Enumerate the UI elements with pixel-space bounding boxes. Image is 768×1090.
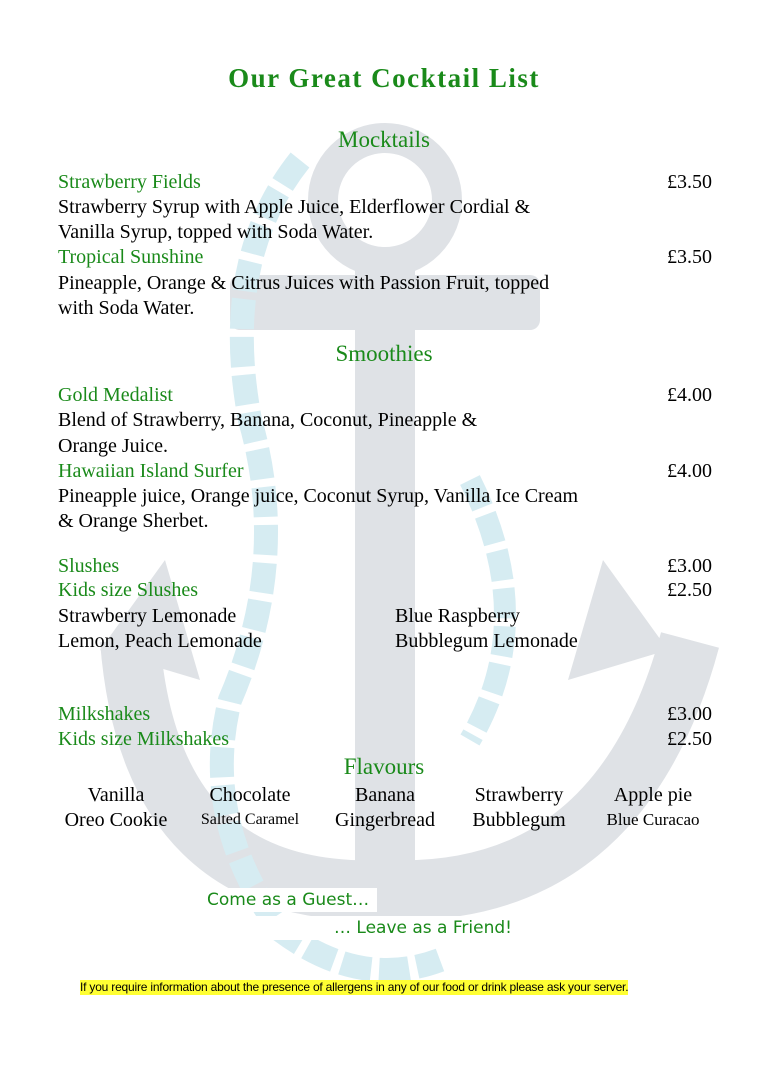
slush-flavour: Bubblegum Lemonade <box>395 630 578 652</box>
flavour: Gingerbread <box>335 809 435 831</box>
section-heading-flavours: Flavours <box>343 754 425 779</box>
slushes-name: Slushes <box>58 555 120 577</box>
page-title: Our Great Cocktail List <box>228 63 540 93</box>
kids-slushes-price: £2.50 <box>667 579 712 601</box>
milkshakes-name: Milkshakes <box>58 703 151 725</box>
section-heading-mocktails: Mocktails <box>338 127 430 152</box>
item-desc: Pineapple, Orange & Citrus Juices with Passion Fruit, topped <box>58 272 550 294</box>
kids-milkshakes-name: Kids size Milkshakes <box>58 728 230 750</box>
item-desc: Blend of Strawberry, Banana, Coconut, Pineapple & <box>58 409 478 431</box>
item-desc: with Soda Water. <box>58 297 195 319</box>
slush-flavour: Blue Raspberry <box>395 605 520 627</box>
allergen-notice: If you require information about the presence of allergens in any of our food or drink please ask your server. <box>80 980 629 994</box>
item-desc: Strawberry Syrup with Apple Juice, Elderflower Cordial & <box>58 196 531 218</box>
item-desc: Pineapple juice, Orange juice, Coconut Syrup, Vanilla Ice Cream <box>58 485 579 507</box>
slogan-line-1: Come as a Guest… <box>203 888 377 912</box>
item-desc: Orange Juice. <box>58 435 168 457</box>
slogan-line-2: … Leave as a Friend! <box>246 916 516 940</box>
flavour: Bubblegum <box>472 809 566 831</box>
flavour: Apple pie <box>613 784 693 806</box>
slush-flavour: Lemon, Peach Lemonade <box>58 630 262 652</box>
kids-slushes-name: Kids size Slushes <box>58 579 198 601</box>
item-price: £3.50 <box>667 171 712 193</box>
milkshakes-price: £3.00 <box>667 703 712 725</box>
flavour: Banana <box>355 784 415 806</box>
item-name: Tropical Sunshine <box>58 246 204 268</box>
flavour: Chocolate <box>209 784 291 806</box>
flavour: Strawberry <box>474 784 564 806</box>
item-price: £4.00 <box>667 460 712 482</box>
item-desc: & Orange Sherbet. <box>58 510 209 532</box>
item-name: Hawaiian Island Surfer <box>58 460 244 482</box>
kids-milkshakes-price: £2.50 <box>667 728 712 750</box>
item-price: £4.00 <box>667 384 712 406</box>
item-price: £3.50 <box>667 246 712 268</box>
slushes-price: £3.00 <box>667 555 712 577</box>
section-heading-smoothies: Smoothies <box>335 341 433 366</box>
flavour: Oreo Cookie <box>64 809 168 831</box>
item-name: Strawberry Fields <box>58 171 201 193</box>
item-desc: Vanilla Syrup, topped with Soda Water. <box>58 221 374 243</box>
flavour: Salted Caramel <box>200 811 300 828</box>
slush-flavour: Strawberry Lemonade <box>58 605 237 627</box>
flavour: Vanilla <box>87 784 145 806</box>
item-name: Gold Medalist <box>58 384 173 406</box>
flavour: Blue Curacao <box>606 810 700 829</box>
